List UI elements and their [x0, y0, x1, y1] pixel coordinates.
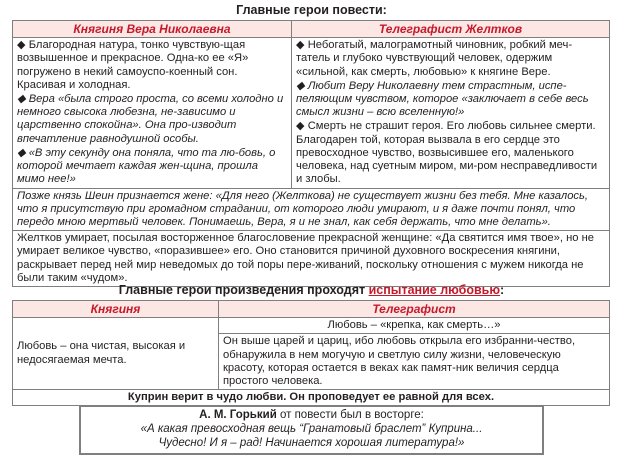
zheltkov-point-2: ◆ Любит Веру Николаевну тем страстным, испе-пеляющим чувством, которое «заключает в себе весь смысл жизни – всю вселенную!»: [296, 79, 589, 119]
zheltkov-point-3: ◆ Смерть не страшит героя. Его любовь сильнее смерти. Благодарен той, которая вызвала в его сердце это превосходное чувство, возвысившее его, маленького человека, над суетным миром, ми-ром несправедливости и злобы.: [296, 120, 598, 186]
gorky-quote-box: [79, 405, 544, 455]
vera-love: Любовь – она чистая, высокая и недосягаемая мечта.: [13, 318, 219, 390]
col-header-princess: Княгиня: [13, 301, 219, 318]
zheltkov-point-1: ◆ Небогатый, малограмотный чиновник, робкий меч-татель и глубоко чувствующий человек, одержим «сильной, как смерть, любовью» к княгине Вере.: [296, 39, 573, 78]
shein-confession: Позже князь Шеин признается жене: «Для него (Желткова) не существует жизни без тебя. Мне казалось, что я присутствую при громадном страдании, от которого люди умирают, и я даже почти понял, что передо мною мертвый человек. Понимаешь, Вера, я и не знал, как себя держать, что мне делать».: [13, 188, 610, 231]
vera-point-3: ◆ «В эту секунду она поняла, что та лю-бовь, о которой мечтает каждая жен-щина, прошла мимо нее!»: [17, 146, 276, 186]
heading-love-test: Главные герои произведения проходят испытание любовью:: [118, 283, 505, 297]
zheltkov-death: Желтков умирает, посылая восторженное благословение прекрасной женщине: «Да святится имя твое», но не умирает великое чувство, «поразившее» его. Оно становится причиной духовного воскресения княгини, раскрывает перед ней мир неведомых до той поры пере-живаний, поскольку отношения с мужем никогда не были таким «чудом».: [13, 231, 610, 287]
love-test-highlight: испытание любовью: [368, 283, 501, 297]
heroes-table: [12, 20, 610, 287]
vera-point-2: ◆ Вера «была строго проста, со всеми холодно и немного свысока любезна, не-зависимо и царственно спокойна». Она про-изводит впечатление равнодушной особы.: [17, 93, 284, 145]
gorky-intro: А. М. Горький от повести был в восторге:: [199, 409, 424, 421]
heading-main-heroes: Главные герои повести:: [236, 3, 387, 17]
vera-point-1: ◆ Благородная натура, тонко чувствую-щая возвышенное и прекрасное. Одна-ко ее «Я» погружено в некий самоуспо-коенный сон. Красивая и холодная.: [17, 39, 249, 91]
col-header-telegraphist: Телеграфист: [219, 301, 610, 318]
love-table: [12, 300, 610, 406]
col-header-zheltkov: Телеграфист Желтков: [292, 21, 610, 38]
gorky-quote-1: «А какая превосходная вещь “Гранатовый браслет” Куприна...: [140, 422, 483, 435]
zheltkov-description: [292, 38, 610, 188]
zheltkov-love-description: Он выше царей и цариц, ибо любовь открыла его избранни-чество, обнаружила в нем могучую и светлую силу жизни, человеческую красоту, которая остается в веках как памят-ник величия сердца простого человека.: [219, 334, 610, 390]
gorky-quote-2: Чудесно! И я – рад! Начинается хорошая литература!»: [158, 436, 465, 449]
zheltkov-love: Любовь – «крепка, как смерть…»: [219, 318, 610, 334]
vera-description: [13, 38, 292, 188]
col-header-vera: Княгиня Вера Николаевна: [13, 21, 292, 38]
kuprin-conclusion: Куприн верит в чудо любви. Он проповедует ее равной для всех.: [13, 390, 610, 406]
